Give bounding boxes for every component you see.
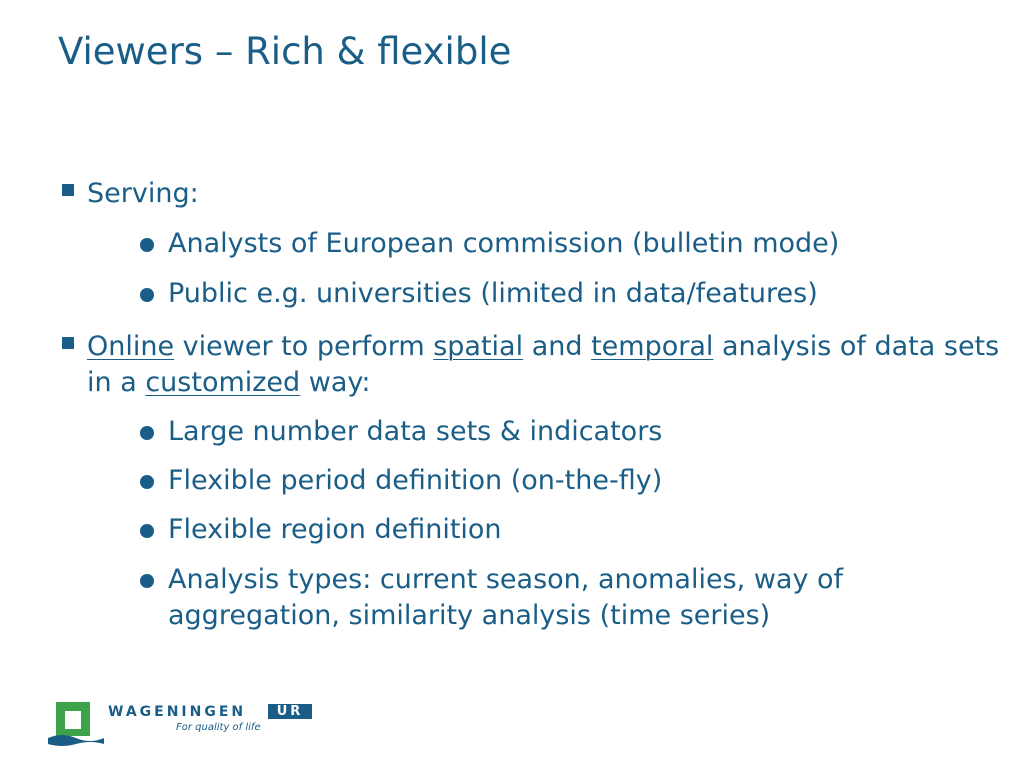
sub-bullet-analysis-types [138,562,998,634]
underlined-term: customized [145,367,301,398]
bullet-text: Serving: [87,178,199,209]
bullet-text-fragment: analysis of data sets in a [87,331,1000,398]
round-bullet-icon [140,574,154,588]
logo-wordmark: WAGENINGEN [108,704,247,720]
round-bullet-icon [140,238,154,252]
bullet-online-viewer [58,329,1008,401]
round-bullet-icon [140,426,154,440]
sub-bullet-analysts [138,226,998,262]
bullet-text-fragment: and [523,331,592,362]
bullet-text [87,329,1008,401]
sub-bullet-public [138,276,998,312]
round-bullet-icon [140,475,154,489]
underlined-term: spatial [433,331,524,362]
bullet-text-fragment: viewer to perform [174,331,434,362]
logo-tagline: For quality of life [176,722,261,733]
sub-bullet-text: Analysts of European commission (bulletin mode) [168,228,840,259]
bullet-text-fragment: way: [300,367,371,398]
bullet-serving [58,176,1008,212]
sub-bullet-text: Flexible period definition (on-the-fly) [168,465,663,496]
sub-bullet-text: Large number data sets & indicators [168,416,663,447]
underlined-term: Online [87,331,175,362]
slide-title: Viewers – Rich & flexible [58,30,512,73]
wageningen-logo [46,700,326,750]
round-bullet-icon [140,524,154,538]
underlined-term: temporal [591,331,714,362]
sub-bullet-text: Flexible region definition [168,514,502,545]
square-bullet-icon [62,184,74,196]
logo-ur-badge: UR [268,704,312,719]
sub-bullet-text: Public e.g. universities (limited in data/features) [168,278,818,309]
square-bullet-icon [62,337,74,349]
sub-bullet-region [138,512,998,548]
sub-bullet-text: Analysis types: current season, anomalies, way of aggregation, similarity analysis (time series) [168,564,844,631]
round-bullet-icon [140,288,154,302]
sub-bullet-period [138,463,998,499]
sub-bullet-datasets [138,414,998,450]
wageningen-emblem-icon [46,700,108,746]
